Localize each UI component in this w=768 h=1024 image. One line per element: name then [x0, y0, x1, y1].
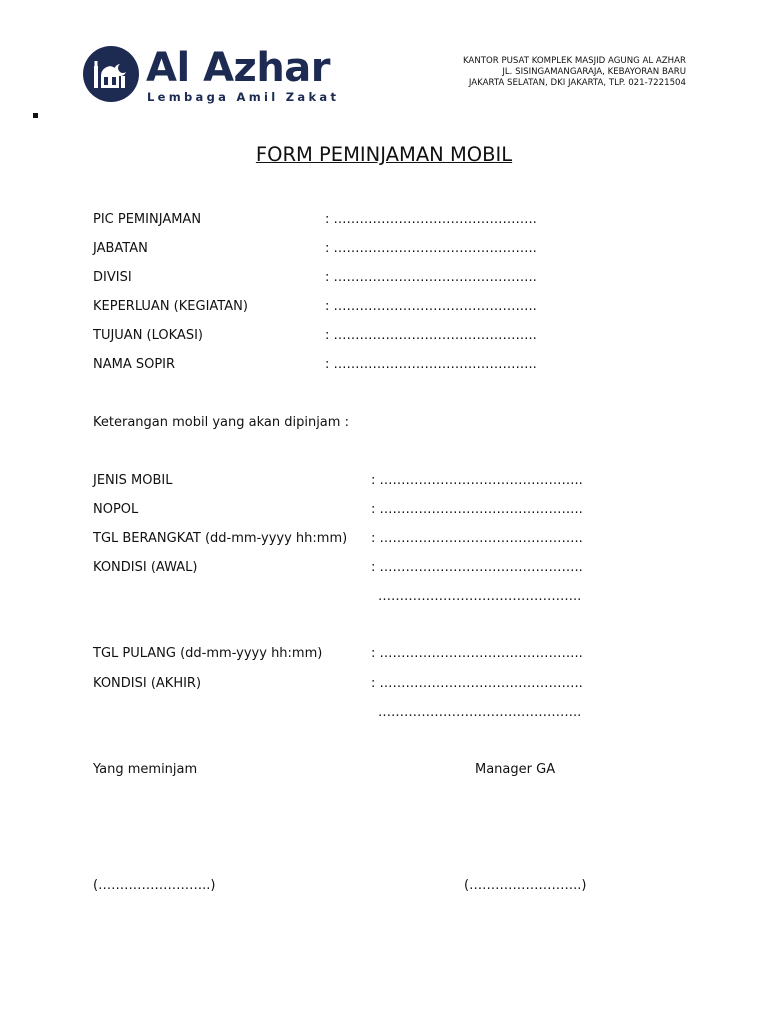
field-blank: : ………………………………………..	[325, 299, 537, 314]
address-line: JAKARTA SELATAN, DKI JAKARTA, TLP. 021-7221504	[468, 78, 686, 88]
field-blank: : ………………………………………..	[371, 473, 583, 488]
field-blank: : ………………………………………..	[325, 241, 537, 256]
address-line: KANTOR PUSAT KOMPLEK MASJID AGUNG AL AZHAR	[462, 56, 686, 66]
field-blank: : ………………………………………..	[325, 328, 537, 343]
field-label: NAMA SOPIR	[93, 357, 176, 372]
field-label: NOPOL	[93, 502, 139, 517]
field-label: JABATAN	[93, 241, 148, 256]
field-label: TGL PULANG (dd-mm-yyyy hh:mm)	[93, 646, 323, 661]
field-blank: : ………………………………………..	[371, 502, 583, 517]
mosque-logo-icon	[82, 44, 142, 104]
manager-signature-blank: (……………………..)	[464, 878, 587, 893]
field-label: KONDISI (AWAL)	[93, 560, 198, 575]
address-line: JL. SISINGAMANGARAJA, KEBAYORAN BARU	[502, 67, 686, 77]
field-blank: : ………………………………………..	[325, 357, 537, 372]
field-blank: : ………………………………………..	[371, 531, 583, 546]
field-blank-continuation: ………………………………………..	[378, 705, 582, 720]
bullet-mark	[33, 113, 38, 118]
field-label: JENIS MOBIL	[93, 473, 173, 488]
borrower-signature-label: Yang meminjam	[93, 762, 198, 777]
field-label: TUJUAN (LOKASI)	[93, 328, 203, 343]
borrower-signature-blank: (……………………..)	[93, 878, 216, 893]
field-blank: : ………………………………………..	[325, 270, 537, 285]
manager-signature-label: Manager GA	[475, 762, 556, 777]
field-blank: : ………………………………………..	[371, 560, 583, 575]
brand-subtitle: Lembaga Amil Zakat	[147, 90, 340, 104]
field-label: TGL BERANGKAT (dd-mm-yyyy hh:mm)	[93, 531, 348, 546]
field-blank: : ………………………………………..	[371, 646, 583, 661]
brand-name: Al Azhar	[146, 45, 331, 91]
field-label: KONDISI (AKHIR)	[93, 676, 202, 691]
field-label: DIVISI	[93, 270, 132, 285]
field-blank-continuation: ………………………………………..	[378, 589, 582, 604]
field-blank: : ………………………………………..	[371, 676, 583, 691]
field-blank: : ………………………………………..	[325, 212, 537, 227]
car-info-heading: Keterangan mobil yang akan dipinjam :	[93, 415, 349, 430]
field-label: KEPERLUAN (KEGIATAN)	[93, 299, 248, 314]
form-title: FORM PEMINJAMAN MOBIL	[255, 143, 513, 166]
office-address	[463, 56, 686, 89]
field-label: PIC PEMINJAMAN	[93, 212, 202, 227]
